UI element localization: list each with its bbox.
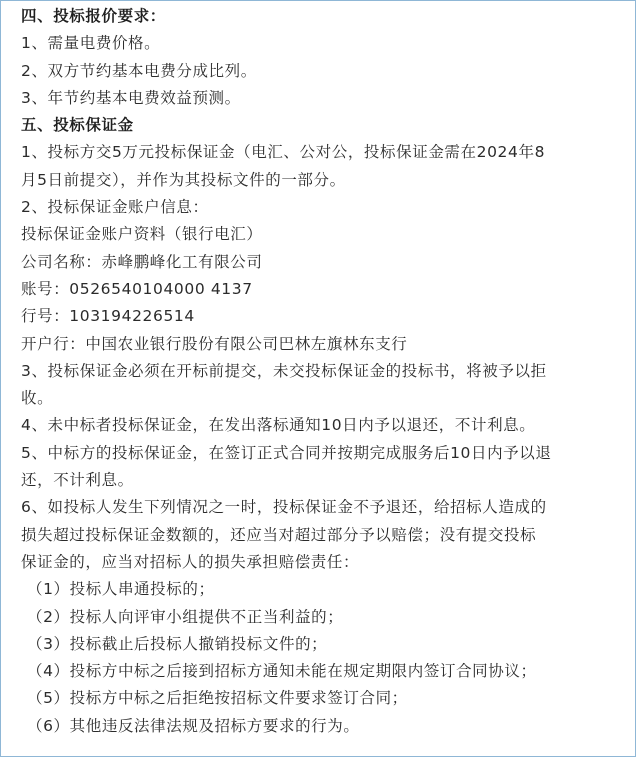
paragraph-line: 3、年节约基本电费效益预测。 [21,88,241,107]
list-item: （3）投标截止后投标人撤销投标文件的； [27,634,328,653]
section-heading-bid-price: 四、投标报价要求： [21,7,166,25]
paragraph-line: 4、未中标者投标保证金，在发出落标通知10日内予以退还，不计利息。 [21,416,536,435]
paragraph-line: 2、双方节约基本电费分成比列。 [21,61,257,80]
paragraph-line: 还，不计利息。 [21,471,134,490]
account-number-line: 账号：0526540104000 4137 [21,279,253,298]
list-item: （4）投标方中标之后接到招标方通知未能在规定期限内签订合同协议； [27,662,537,681]
list-item: （5）投标方中标之后拒绝按招标文件要求签订合同； [27,689,408,708]
paragraph-line: 投标保证金账户资料（银行电汇） [21,225,263,244]
paragraph-line: 保证金的，应当对招标人的损失承担赔偿责任： [21,552,360,571]
section-heading-bid-bond: 五、投标保证金 [21,116,134,135]
paragraph-line: 5、中标方的投标保证金，在签订正式合同并按期完成服务后10日内予以退 [21,443,552,462]
list-item: （6）其他违反法律法规及招标方要求的行为。 [27,716,360,735]
paragraph-line: 收。 [21,389,54,408]
company-name-line: 公司名称：赤峰鹏峰化工有限公司 [21,252,263,271]
paragraph-line: 月5日前提交），并作为其投标文件的一部分。 [21,170,346,189]
paragraph-line: 1、投标方交5万元投标保证金（电汇、公对公，投标保证金需在2024年8 [21,143,546,162]
bank-branch-line: 开户行：中国农业银行股份有限公司巴林左旗林东支行 [21,334,408,353]
document-body [21,3,621,740]
bank-code-line: 行号：103194226514 [21,307,195,326]
paragraph-line: 损失超过投标保证金数额的，还应当对超过部分予以赔偿；没有提交投标 [21,525,537,544]
list-item: （2）投标人向评审小组提供不正当利益的； [27,607,344,626]
paragraph-line: 2、投标保证金账户信息： [21,198,209,217]
paragraph-line: 6、如投标人发生下列情况之一时，投标保证金不予退还，给招标人造成的 [21,498,547,517]
paragraph-line: 1、需量电费价格。 [21,34,161,53]
list-item: （1）投标人串通投标的； [27,580,215,599]
paragraph-line: 3、投标保证金必须在开标前提交，未交投标保证金的投标书，将被予以拒 [21,361,547,380]
